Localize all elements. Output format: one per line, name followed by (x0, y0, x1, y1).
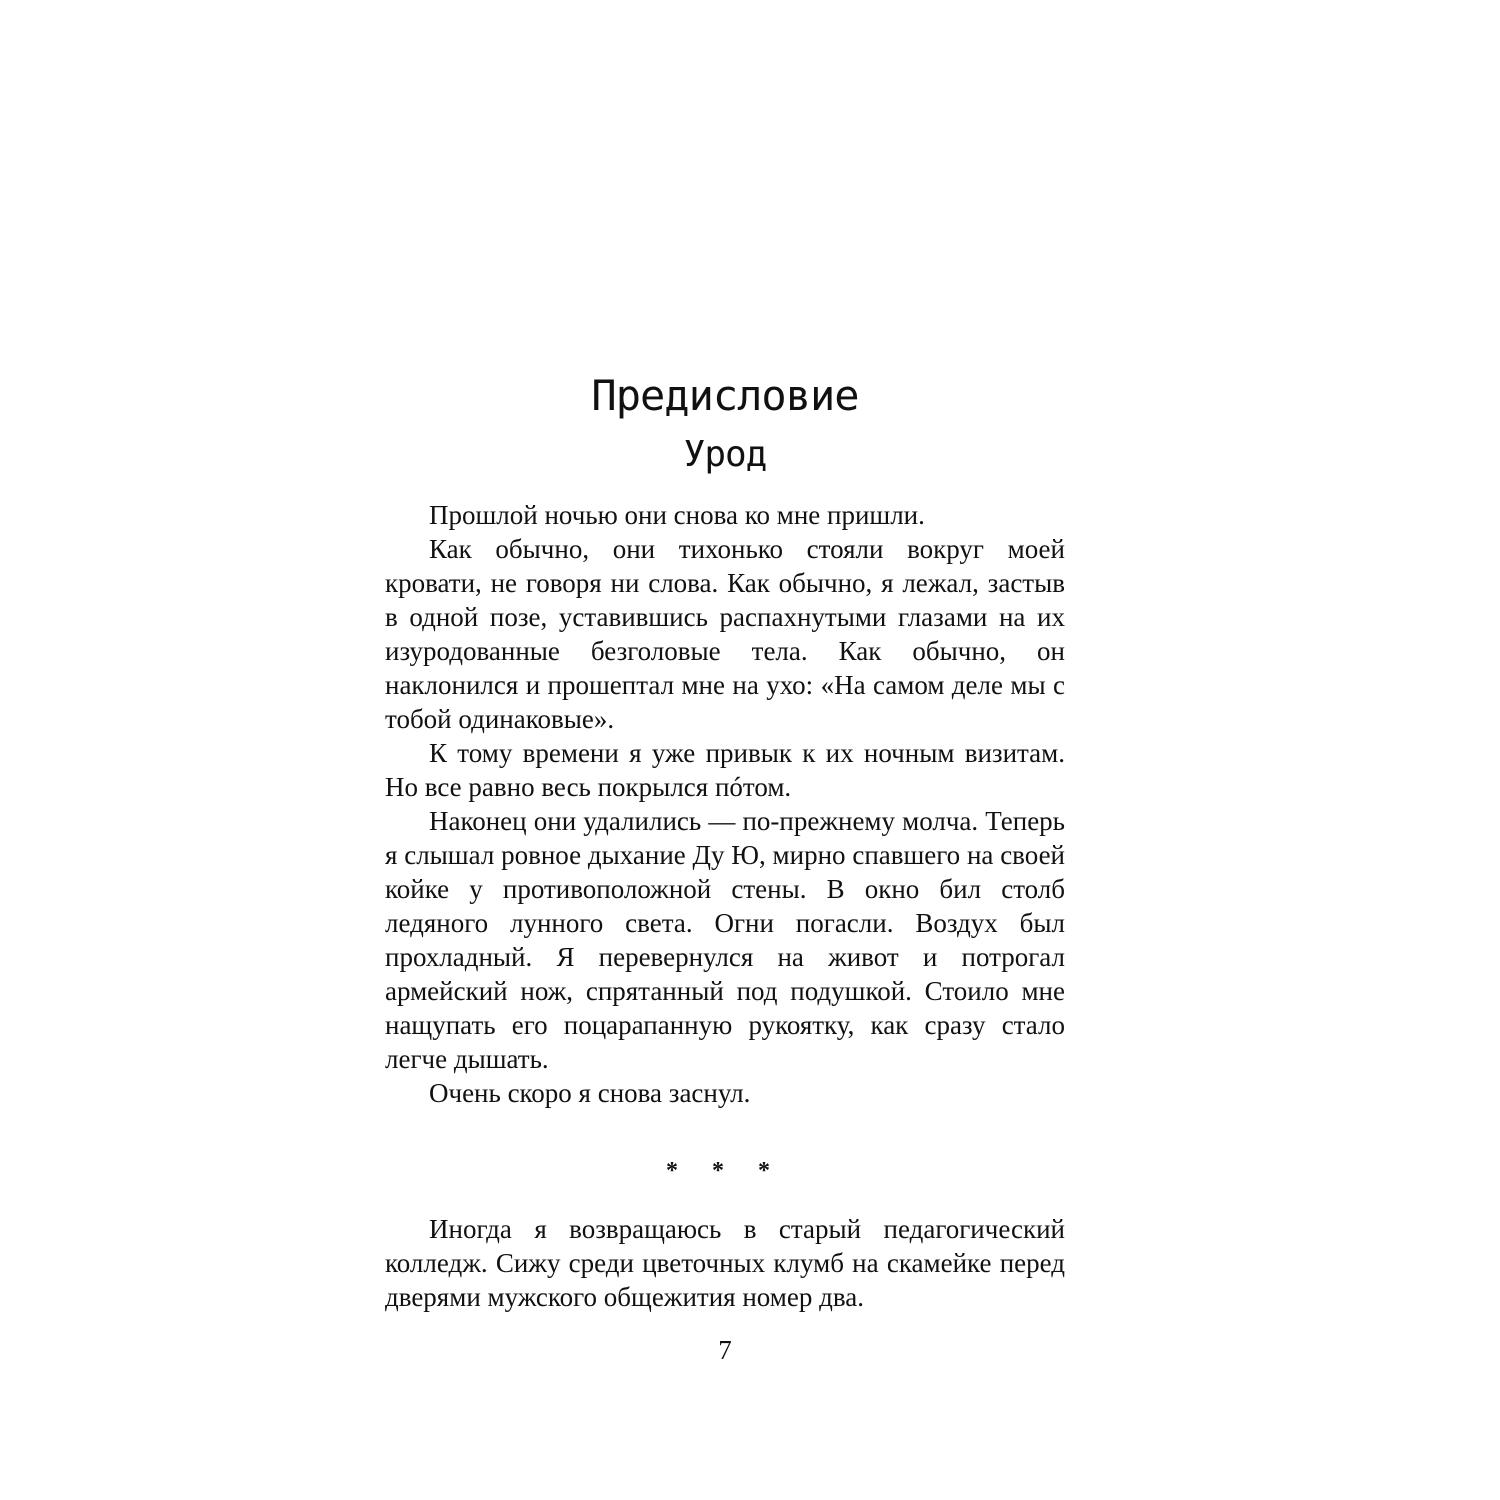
paragraph: К тому времени я уже привык к их ночным визитам. Но все равно весь покрылся пóтом. (385, 738, 1065, 802)
text-section-2 (385, 1212, 1065, 1314)
page-number: 7 (718, 1335, 732, 1365)
chapter-heading (385, 365, 1065, 483)
paragraph: Как обычно, они тихонько стояли вокруг моей кровати, не говоря ни слова. Как обычно, я лежал, застыв в одной позе, уставившись распахнутыми глазами на их изуродованные безголовые тела. Как обычно, он наклонился и прошептал мне на ухо: «На самом деле мы с тобой одинаковые». (385, 534, 1065, 734)
text-section-1 (385, 498, 1065, 1110)
paragraph: Иногда я возвращаюсь в старый педагогический колледж. Сижу среди цветочных клумб на скамейке перед дверями мужского общежития номер два. (385, 1214, 1065, 1312)
section-divider: * * * (666, 1158, 784, 1184)
paragraph: Прошлой ночью они снова ко мне пришли. (429, 500, 925, 530)
paragraph: Наконец они удалились — по-прежнему молча. Теперь я слышал ровное дыхание Ду Ю, мирно спавшего на своей койке у противоположной стены. В окно бил столб ледяного лунного света. Огни погасли. Воздух был прохладный. Я перевернулся на живот и потрогал армейский нож, спрятанный под подушкой. Стоило мне нащупать его поцарапанную рукоятку, как сразу стало легче дышать. (385, 806, 1065, 1074)
paragraph: Очень скоро я снова заснул. (429, 1078, 751, 1108)
chapter-subtitle: Урод (683, 434, 767, 475)
chapter-title: Предисловие (591, 371, 859, 420)
